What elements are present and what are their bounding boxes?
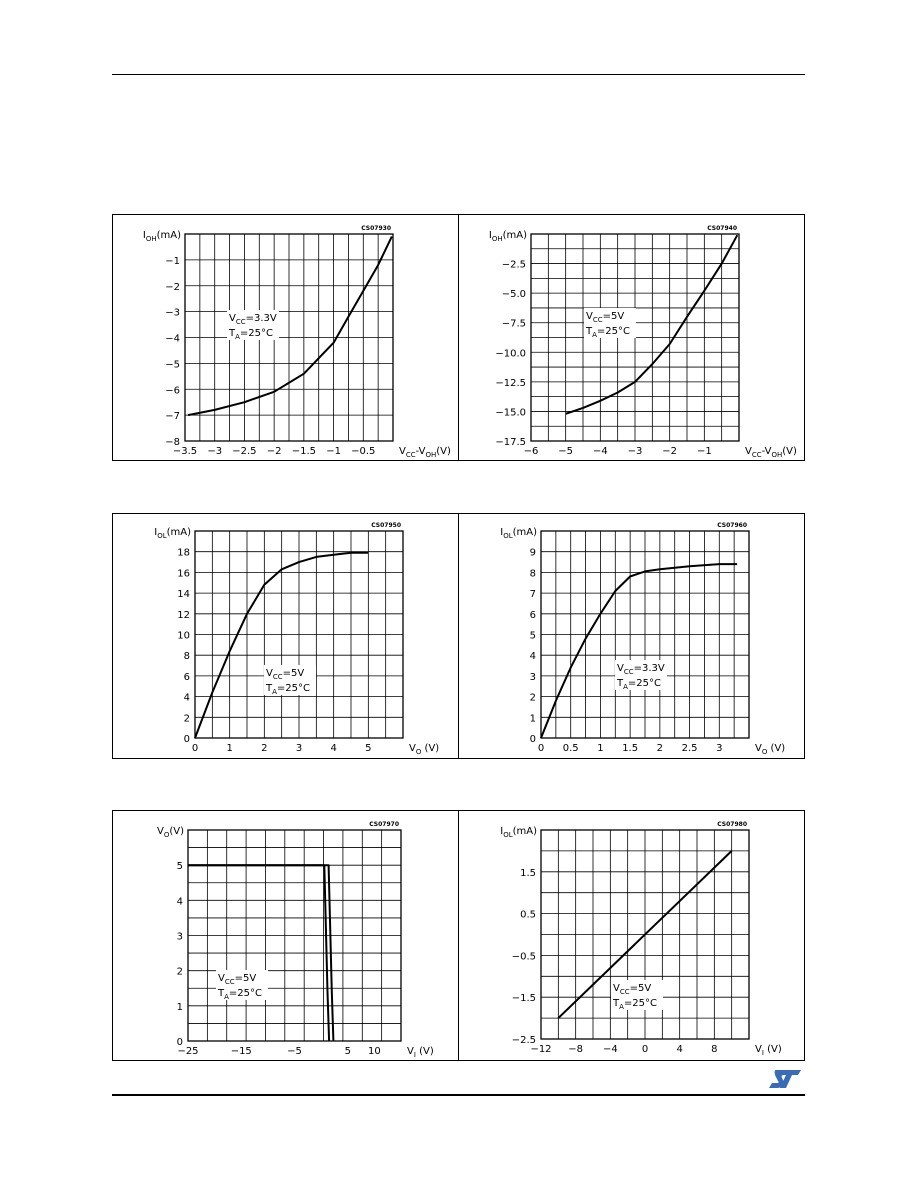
y-tick-label: −8 <box>165 437 180 448</box>
y-tick-label: 0.5 <box>520 909 536 921</box>
x-axis-label: $V_O$ (V) <box>755 743 786 756</box>
annotation-line: $V_{CC}=3.3V$ <box>617 663 665 676</box>
x-tick-label: −0.5 <box>351 446 376 457</box>
y-tick-label: 8 <box>183 651 190 663</box>
y-tick-label: 2 <box>176 966 183 978</box>
x-tick-label: −6 <box>523 446 539 457</box>
chart-ioh-vs-vcc-voh-3v3 <box>112 214 459 461</box>
annotation-line: $T_A=25^\circ C$ <box>613 998 657 1011</box>
y-tick-label: −3 <box>165 307 180 319</box>
x-axis-label: $V_{CC}-V_{OH}(V)$ <box>745 446 797 459</box>
x-tick-label: 5 <box>365 743 372 754</box>
y-tick-label: −10.0 <box>495 348 526 360</box>
chart-svg <box>459 811 804 1060</box>
x-tick-label: −3 <box>207 446 223 457</box>
annotation-line: $T_A=25^\circ C$ <box>229 328 273 341</box>
chart-code-label: CS07980 <box>717 821 747 828</box>
y-tick-label: 2 <box>183 713 190 725</box>
annotation-line: $T_A=25^\circ C$ <box>266 683 310 696</box>
x-tick-label: 2.5 <box>681 743 698 754</box>
x-tick-label: −4 <box>602 1044 618 1055</box>
chart-ioh-vs-vcc-voh-5v <box>458 214 805 461</box>
y-tick-label: 7 <box>529 589 536 601</box>
annotation-line: $V_{CC}=3.3V$ <box>229 313 277 326</box>
y-tick-label: −2.5 <box>501 259 526 271</box>
chart-iol-vs-vi <box>458 810 805 1061</box>
x-tick-label: −5 <box>287 1046 302 1057</box>
series-line <box>188 237 392 416</box>
y-tick-label: 1 <box>529 713 536 725</box>
y-tick-label: −17.5 <box>495 437 526 448</box>
y-axis-label: $I_{OH}(mA)$ <box>142 230 181 243</box>
y-tick-label: 4 <box>176 896 183 908</box>
x-tick-label: 4 <box>676 1044 683 1055</box>
x-tick-label: 1 <box>597 743 604 754</box>
x-tick-label: 0 <box>537 743 545 754</box>
x-tick-label: 5 <box>344 1046 351 1057</box>
chart-vo-vs-vi <box>112 810 459 1061</box>
x-tick-label: 10 <box>368 1046 381 1057</box>
y-tick-label: −7.5 <box>501 318 526 330</box>
chart-svg <box>459 514 804 758</box>
chart-iol-vs-vo-5v <box>112 513 459 759</box>
chart-svg <box>113 215 458 460</box>
x-tick-label: 4 <box>330 743 337 754</box>
conditions-annotation <box>264 665 316 696</box>
conditions-annotation <box>227 310 279 341</box>
y-tick-label: 0 <box>183 734 190 745</box>
x-tick-label: −25 <box>177 1046 199 1057</box>
annotation-line: $V_{CC}=5V$ <box>266 668 305 681</box>
y-tick-label: 5 <box>176 861 183 873</box>
x-tick-label: −5 <box>558 446 574 457</box>
y-tick-label: 5 <box>529 630 536 642</box>
conditions-annotation <box>615 660 667 691</box>
conditions-annotation <box>216 970 268 1001</box>
y-tick-label: −2 <box>165 281 180 293</box>
chart-svg <box>113 811 458 1060</box>
y-tick-label: 9 <box>529 547 536 559</box>
chart-code-label: CS07950 <box>371 522 401 529</box>
y-tick-label: −4 <box>165 333 180 345</box>
x-tick-label: 1.5 <box>622 743 639 754</box>
x-tick-label: 2 <box>656 743 664 754</box>
y-tick-label: 6 <box>183 671 190 683</box>
y-tick-label: −6 <box>165 385 180 397</box>
y-tick-label: 4 <box>183 692 190 704</box>
x-tick-label: −3.5 <box>172 446 198 457</box>
y-tick-label: −0.5 <box>511 951 536 963</box>
y-axis-label: $I_{OL}(mA)$ <box>500 826 537 839</box>
y-tick-label: −12.5 <box>495 377 526 389</box>
x-tick-label: −2 <box>266 446 282 457</box>
grid <box>541 531 749 738</box>
conditions-annotation <box>584 308 636 339</box>
y-tick-label: 4 <box>529 651 536 663</box>
chart-code-label: CS07930 <box>361 225 391 232</box>
y-tick-label: 2 <box>529 692 536 704</box>
x-tick-label: −15 <box>230 1046 252 1057</box>
y-tick-label: −7 <box>165 411 180 423</box>
conditions-annotation <box>611 980 663 1011</box>
x-tick-label: 2 <box>261 743 268 754</box>
y-tick-label: 1.5 <box>520 867 536 879</box>
chart-code-label: CS07970 <box>369 821 399 828</box>
x-axis-label: $V_O$ (V) <box>409 743 440 756</box>
y-tick-label: 18 <box>177 547 190 559</box>
x-tick-label: −1.5 <box>291 446 317 457</box>
footer-rule <box>112 1094 805 1096</box>
chart-code-label: CS07940 <box>707 225 737 232</box>
y-tick-label: 12 <box>177 609 190 621</box>
y-tick-label: 10 <box>177 630 190 642</box>
y-tick-label: 3 <box>176 931 183 943</box>
chart-svg <box>459 215 804 460</box>
x-tick-label: −4 <box>592 446 608 457</box>
y-axis-label: $I_{OH}(mA)$ <box>488 230 527 243</box>
x-tick-label: −1 <box>696 446 712 457</box>
x-axis-label: $V_I$ (V) <box>407 1046 434 1059</box>
chart-code-label: CS07960 <box>717 522 747 529</box>
y-tick-label: 3 <box>529 671 536 683</box>
annotation-line: $V_{CC}=5V$ <box>218 973 257 986</box>
x-tick-label: −12 <box>530 1044 552 1055</box>
x-tick-label: 3 <box>295 743 303 754</box>
x-tick-label: 0.5 <box>562 743 579 754</box>
y-tick-label: 14 <box>177 589 190 601</box>
annotation-line: $T_A=25^\circ C$ <box>586 326 630 339</box>
x-axis-label: $V_I$ (V) <box>755 1044 782 1057</box>
y-tick-label: −15.0 <box>495 407 526 419</box>
y-tick-label: 16 <box>177 568 190 580</box>
y-tick-label: 6 <box>529 609 536 621</box>
x-tick-label: 1 <box>226 743 233 754</box>
x-tick-label: 0 <box>641 1044 649 1055</box>
x-tick-label: 0 <box>191 743 199 754</box>
chart-iol-vs-vo-3v3 <box>458 513 805 759</box>
header-rule <box>112 74 805 75</box>
x-tick-label: 3 <box>716 743 723 754</box>
annotation-line: $V_{CC}=5V$ <box>586 311 625 324</box>
chart-svg <box>113 514 458 758</box>
x-tick-label: −2.5 <box>232 446 257 457</box>
y-tick-label: −1 <box>165 255 180 267</box>
y-axis-label: $I_{OL}(mA)$ <box>154 527 191 540</box>
x-tick-label: 8 <box>711 1044 718 1055</box>
y-tick-label: −1.5 <box>511 993 536 1005</box>
y-tick-label: 1 <box>176 1001 183 1013</box>
annotation-line: $T_A=25^\circ C$ <box>218 988 262 1001</box>
y-tick-label: 8 <box>529 568 536 580</box>
x-tick-label: −2 <box>662 446 678 457</box>
y-tick-label: −2.5 <box>511 1035 536 1046</box>
y-tick-label: −5.0 <box>501 289 526 301</box>
x-axis-label: $V_{CC}-V_{OH}(V)$ <box>399 446 451 459</box>
x-tick-label: −1 <box>326 446 341 457</box>
annotation-line: $T_A=25^\circ C$ <box>617 678 661 691</box>
y-tick-label: 0 <box>529 734 536 745</box>
y-axis-label: $I_{OL}(mA)$ <box>500 527 537 540</box>
y-tick-label: −5 <box>165 359 180 371</box>
y-axis-label: $V_O(V)$ <box>156 826 184 839</box>
st-logo-icon <box>768 1068 802 1090</box>
annotation-line: $V_{CC}=5V$ <box>613 983 652 996</box>
y-tick-label: 0 <box>176 1037 183 1048</box>
x-tick-label: −3 <box>627 446 643 457</box>
grid <box>188 830 401 1041</box>
x-tick-label: −8 <box>568 1044 584 1055</box>
